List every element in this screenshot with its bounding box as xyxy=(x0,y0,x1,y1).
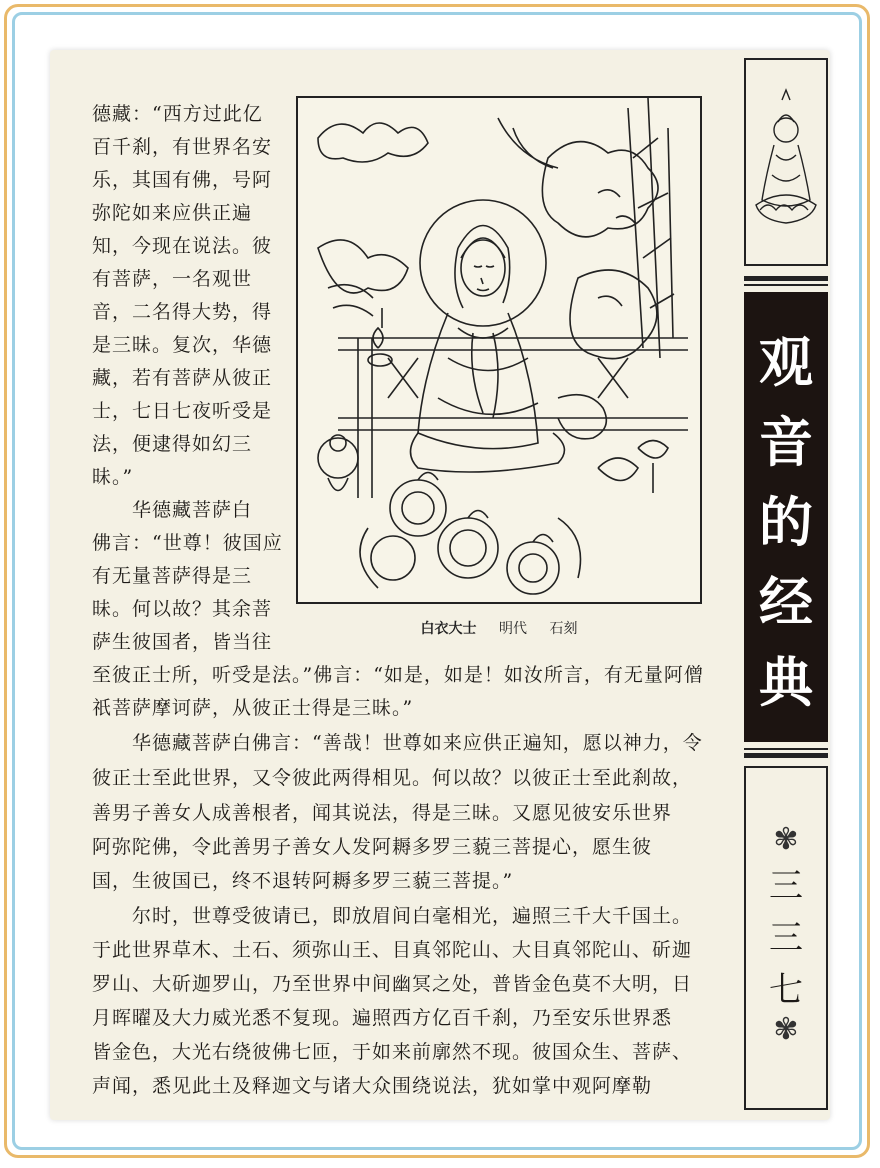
title-char: 的 xyxy=(759,490,813,554)
text-line: 于此世界草木、土石、须弥山王、目真邻陀山、大目真邻陀山、斫迦 xyxy=(92,939,693,961)
sidebar-rule xyxy=(744,748,828,750)
text-line: 法，便逮得如幻三 xyxy=(92,433,253,455)
text-line: 至彼正士所，听受是法。”佛言：“如是，如是！如汝所言，有无量阿僧 xyxy=(92,664,704,686)
sidebar-rule xyxy=(744,284,828,286)
text-line: 彼正士至此世界，又令彼此两得相见。何以故？以彼正士至此刹故， xyxy=(92,767,693,789)
text-line: 弥陀如来应供正遍 xyxy=(92,202,253,224)
text-line: 有无量菩萨得是三 xyxy=(92,565,253,587)
caption-dynasty: 明代 xyxy=(499,621,527,637)
text-line: 华德藏菩萨白佛言：“善哉！世尊如来应供正遍知，愿以神力，令 xyxy=(92,732,703,754)
text-line: 昧。何以故？其余菩 xyxy=(92,598,273,620)
caption-title: 白衣大士 xyxy=(420,621,477,637)
text-line: 是三昧。复次，华德 xyxy=(92,334,273,356)
text-line: 佛言：“世尊！彼国应 xyxy=(92,532,283,554)
text-line: 善男子善女人成善根者，闻其说法，得是三昧。又愿见彼安乐世界 xyxy=(92,802,673,824)
text-line: 乐，其国有佛，号阿 xyxy=(92,169,273,191)
text-line: 尔时，世尊受彼请已，即放眉间白毫相光，遍照三千大千国土。 xyxy=(92,905,693,927)
page-number-box xyxy=(744,766,828,1110)
text-line: 士，七日七夜听受是 xyxy=(92,400,273,422)
flower-ornament-icon: ✾ xyxy=(773,1012,799,1047)
text-line: 音，二名得大势，得 xyxy=(92,301,273,323)
caption-medium: 石刻 xyxy=(549,621,578,637)
sidebar-rule xyxy=(744,276,828,281)
page-number-char: 三 xyxy=(769,866,803,906)
book-title-band xyxy=(744,292,828,742)
text-line: 阿弥陀佛，令此善男子善女人发阿耨多罗三藐三菩提心，愿生彼 xyxy=(92,836,653,858)
text-line: 百千刹，有世界名安 xyxy=(92,136,273,158)
text-line: 德藏：“西方过此亿 xyxy=(92,103,263,125)
text-line: 有菩萨，一名观世 xyxy=(92,268,253,290)
text-line: 国，生彼国已，终不退转阿耨多罗三藐三菩提。” xyxy=(92,870,514,892)
flower-ornament-icon: ✾ xyxy=(773,822,799,857)
text-line: 月晖曜及大力威光悉不复现。遍照西方亿百千刹，乃至安乐世界悉 xyxy=(92,1007,673,1029)
text-line: 声闻，悉见此土及释迦文与诸大众围绕说法，犹如掌中观阿摩勒 xyxy=(92,1075,653,1097)
guanyin-emblem-icon xyxy=(746,60,826,264)
text-line: 昧。” xyxy=(92,466,134,488)
text-line: 萨生彼国者，皆当往 xyxy=(92,631,273,653)
title-char: 观 xyxy=(759,330,813,394)
text-line: 祇菩萨摩诃萨，从彼正士得是三昧。” xyxy=(92,697,414,719)
text-line: 知，今现在说法。彼 xyxy=(92,235,273,257)
text-line: 罗山、大斫迦罗山，乃至世界中间幽冥之处，普皆金色莫不大明，日 xyxy=(92,973,693,995)
text-line: 藏，若有菩萨从彼正 xyxy=(92,367,273,389)
page-number-char: 七 xyxy=(769,970,803,1010)
illustration-caption xyxy=(296,618,702,638)
text-line: 皆金色，大光右绕彼佛七匝，于如来前廓然不现。彼国众生、菩萨、 xyxy=(92,1041,693,1063)
text-line: 华德藏菩萨白 xyxy=(92,499,253,521)
sidebar-emblem xyxy=(744,58,828,266)
title-char: 经 xyxy=(759,570,813,634)
guanyin-drawing xyxy=(298,98,700,602)
title-char: 音 xyxy=(759,410,813,474)
page-number-char: 三 xyxy=(769,918,803,958)
title-char: 典 xyxy=(759,650,813,714)
guanyin-illustration xyxy=(296,96,702,604)
sidebar-rule xyxy=(744,753,828,758)
